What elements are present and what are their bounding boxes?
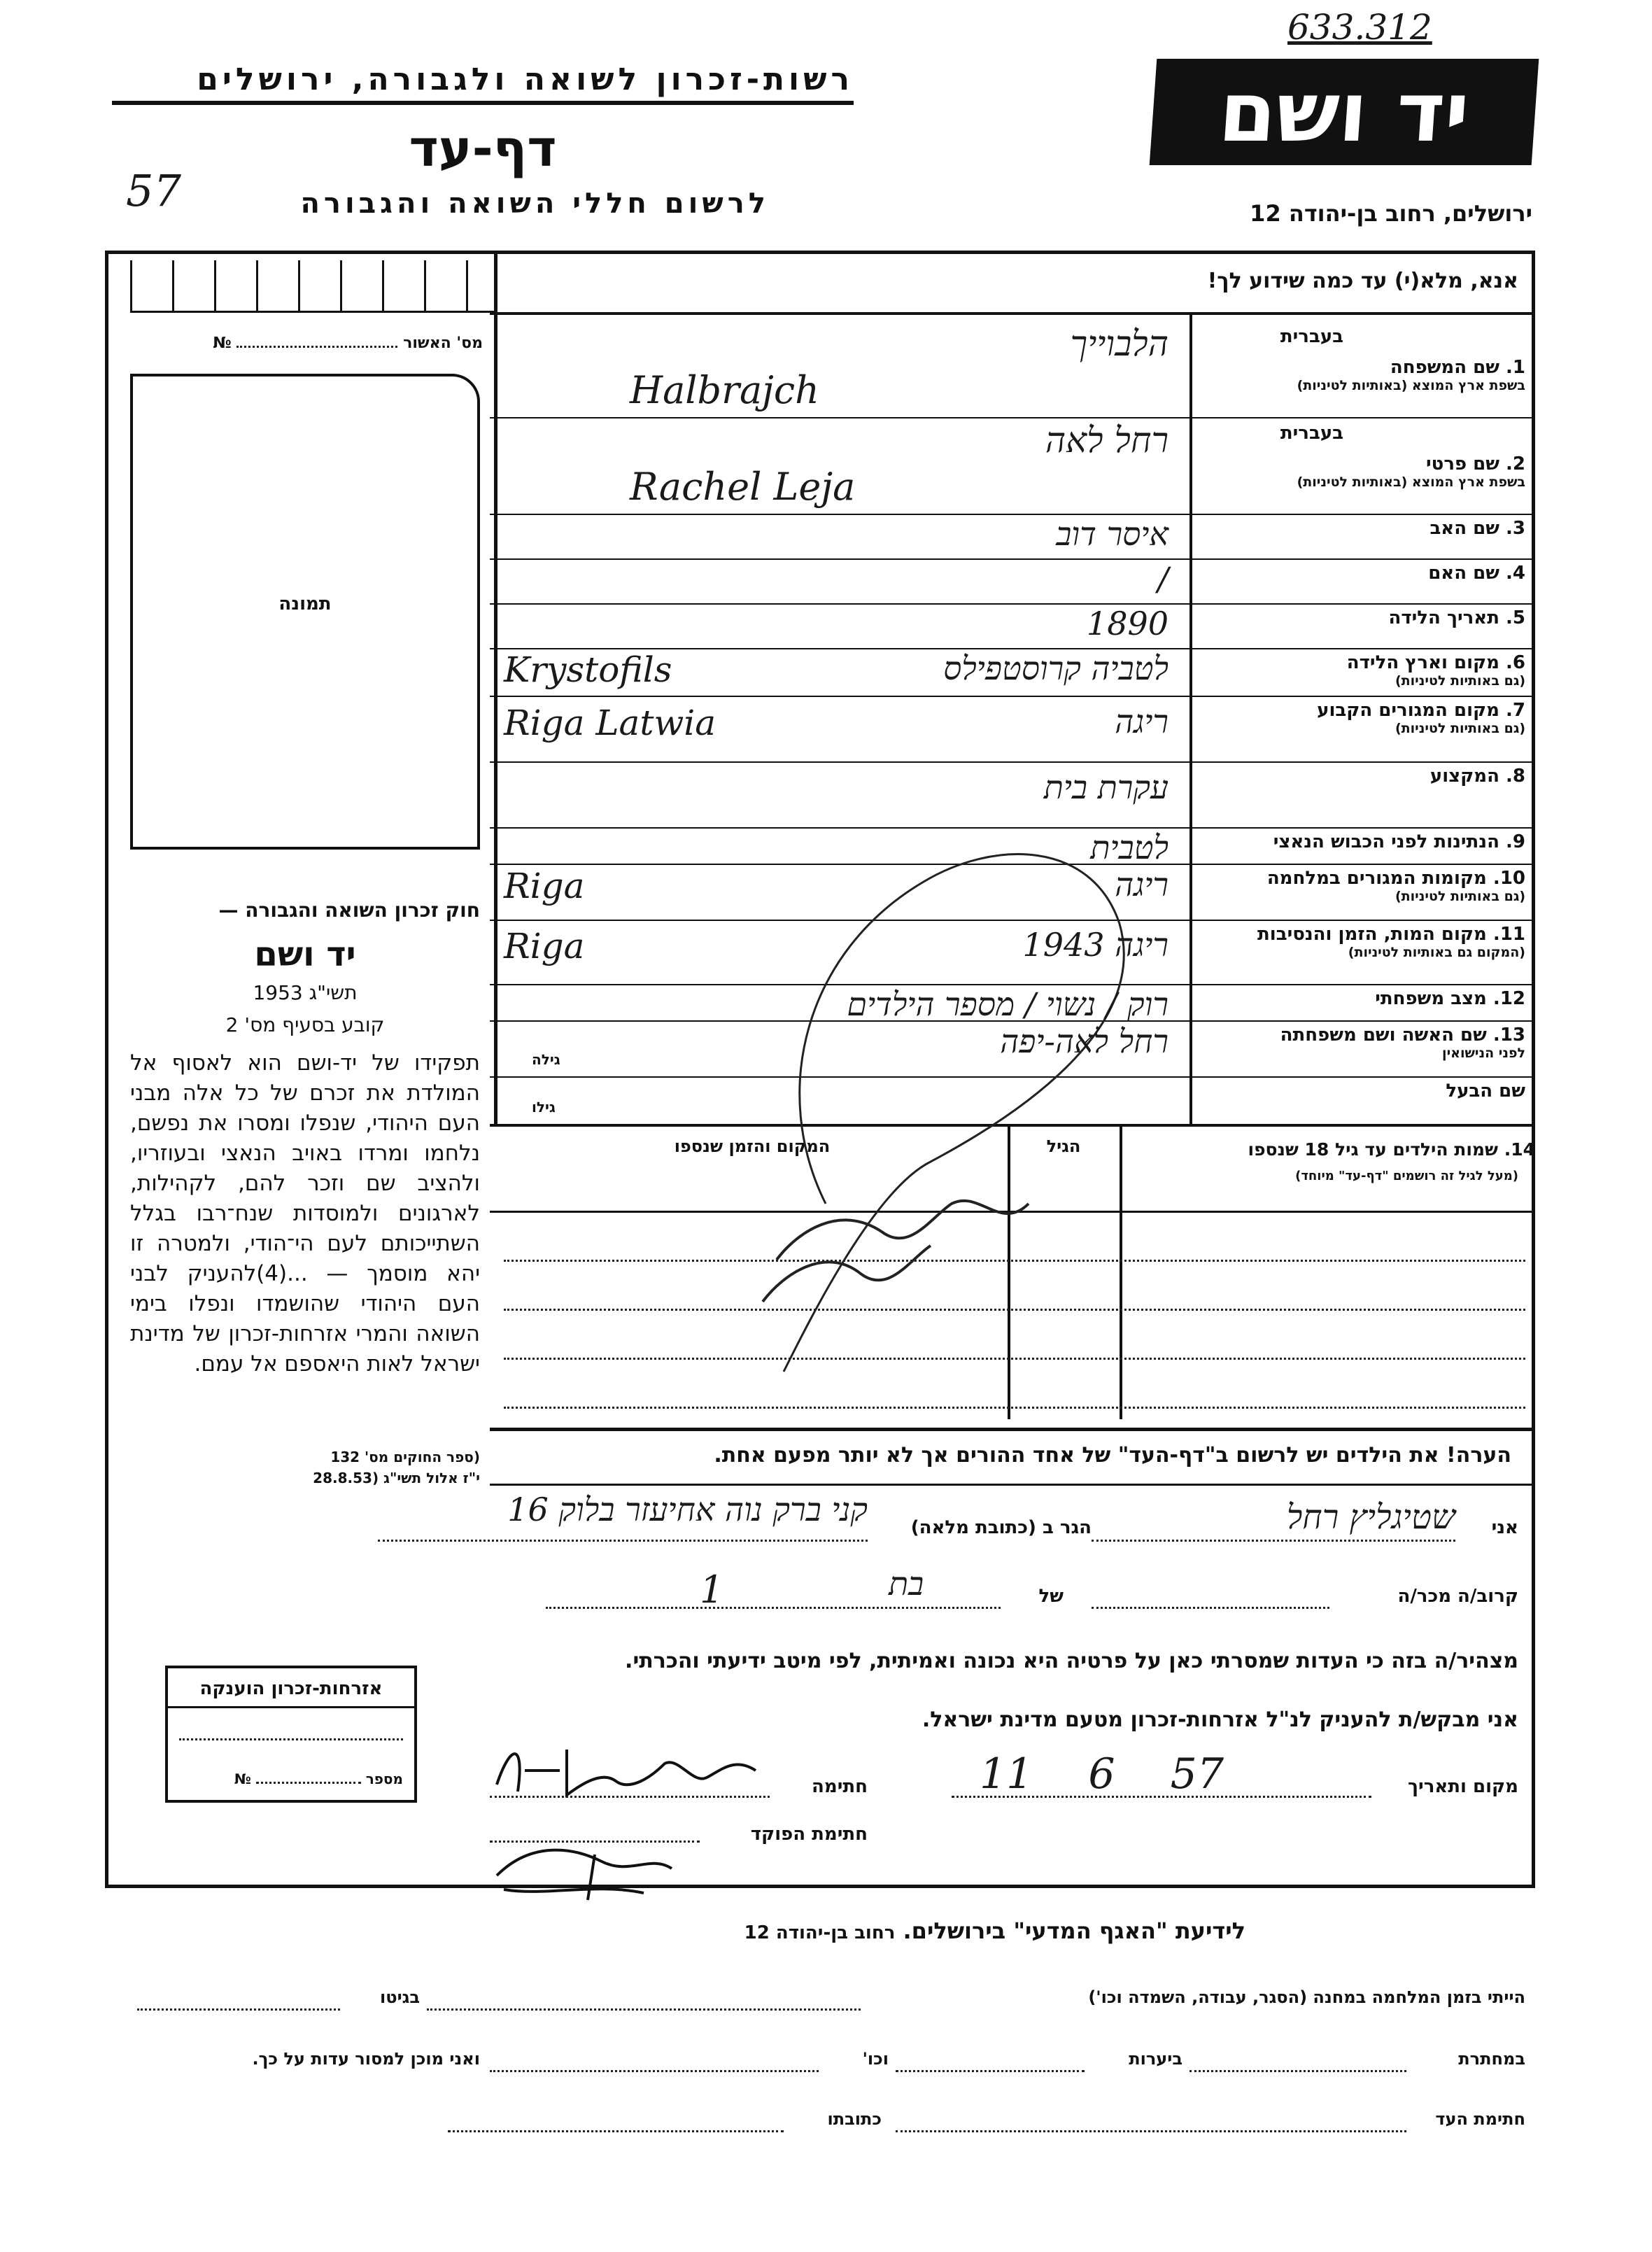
field-label — [1196, 868, 1525, 904]
field-label — [1196, 1081, 1525, 1102]
footer-line-2-mid2: וכו' — [862, 2049, 889, 2069]
relation-mark: 1 — [700, 1568, 724, 1612]
law-name: יד ושם — [254, 935, 356, 974]
date-line — [952, 1796, 1371, 1798]
honor-title: אזרחות-זכרון הוענקה — [168, 1668, 414, 1708]
footer-line-2-dots-a — [1189, 2070, 1406, 2072]
footer-line-2-start: במחתרת — [1458, 2049, 1525, 2069]
field-row — [490, 323, 1532, 417]
footer-line-2-dots-b — [896, 2070, 1085, 2072]
intro-text: אנא, מלא(י) עד כמה שידוע לך! — [1207, 269, 1518, 293]
field-num: 5. — [1506, 607, 1525, 628]
approval-ticks — [130, 260, 494, 313]
lives-label: הגר ב (כתובת מלאה) — [910, 1517, 1092, 1538]
field-label — [1196, 766, 1525, 787]
field-name: 1. שם המשפחה — [1390, 357, 1525, 378]
i-label: אני — [1491, 1517, 1518, 1538]
law-ref-2: י"ז אלול תשי"ג (28.8.53 — [313, 1470, 480, 1486]
field-label — [1196, 423, 1525, 490]
official-line — [490, 1841, 700, 1843]
footer-line-2-mid1: ביערות — [1129, 2049, 1182, 2069]
footer-to-label: לידיעת "האגף המדעי" בירושלים. — [903, 1917, 1245, 1944]
field-label — [1196, 988, 1525, 1009]
field-row — [490, 1078, 1532, 1124]
field-name: 10. מקומות המגורים במלחמה — [1266, 868, 1525, 889]
field-value: 1890 — [1086, 605, 1169, 642]
field-value: Riga — [504, 926, 585, 966]
footer-line-1-end: בגיטו — [380, 1987, 420, 2007]
authority-line: רשות-זכרון לשואה ולגבורה, ירושלים — [197, 62, 854, 97]
field-row — [490, 697, 1532, 761]
logo-text: יד ושם — [1215, 64, 1473, 160]
form-title: דף-עד — [409, 119, 557, 178]
field-value: הלבוייך — [1070, 323, 1169, 364]
field-num: 1. — [1506, 357, 1525, 378]
children-row-4 — [504, 1407, 1525, 1409]
law-ref-1: (ספר החוקים מס' 132 — [330, 1449, 480, 1465]
official-label: חתימת הפוקד — [750, 1824, 868, 1845]
honor-line — [179, 1738, 403, 1740]
children-num: 14. — [1504, 1139, 1535, 1160]
field-latin-note: (המקום גם באותיות לטיניות) — [1348, 945, 1525, 960]
place-date-label: מקום ותאריך — [1408, 1776, 1518, 1797]
official-signature — [490, 1834, 700, 1910]
footer-line-3-dots-b — [448, 2130, 784, 2132]
field-name: 9. הנתינות לפני הכבוש הנאצי — [1273, 831, 1525, 852]
field-name: 11. מקום המות, הזמן והנסיבות — [1257, 924, 1525, 945]
field-label — [1196, 1025, 1525, 1061]
field-value: רחל לאה — [1045, 420, 1169, 460]
field-label — [1196, 831, 1525, 852]
field-value: Halbrajch — [630, 368, 819, 412]
honor-box — [165, 1666, 417, 1803]
signature-line — [490, 1796, 770, 1798]
field-age-label: גילה — [532, 1051, 560, 1068]
request-text: אני מבקש/ת להעניק לנ"ל אזרחות-זכרון מטעם מדינת ישראל. — [922, 1708, 1518, 1732]
field-num: 10. — [1492, 868, 1525, 889]
margin-note: 57 — [126, 165, 181, 216]
field-name: 7. מקום המגורים הקבוע — [1317, 700, 1525, 721]
field-num: 7. — [1506, 700, 1525, 721]
field-row — [490, 420, 1532, 514]
field-row — [490, 1022, 1532, 1076]
children-age-col: הגיל — [1046, 1136, 1081, 1156]
field-row — [490, 865, 1532, 920]
approval-no: № — [213, 335, 232, 352]
footer-line-2-end: ואני מוכן למסור עדות על כך. — [252, 2049, 480, 2069]
declare-text: מצהיר/ה בזה כי העדות שמסרתי כאן על פרטיה היא נכונה ואמיתית, לפי מיטב ידיעתי והכרתי. — [625, 1649, 1518, 1673]
field-label — [1196, 607, 1525, 628]
field-row — [490, 829, 1532, 864]
field-value: Krystofils — [504, 649, 672, 690]
field-name: 2. שם פרטי — [1426, 453, 1525, 474]
footer-line-2-dots-c — [490, 2070, 819, 2072]
field-row — [490, 763, 1532, 827]
field-row — [490, 560, 1532, 603]
form-subtitle: לרשום חללי השואה והגבורה — [300, 188, 770, 220]
footer-line-3-dots-a — [896, 2130, 1406, 2132]
field-value: Riga — [504, 866, 585, 906]
field-name: 13. שם האשה ושם משפחתה — [1280, 1025, 1525, 1046]
field-value: רוק / נשוי / מספר הילדים — [847, 985, 1169, 1023]
field-value: לטביה קרוסטפילס — [943, 649, 1169, 687]
field-num: 12. — [1492, 988, 1525, 1009]
footer-line-1-dots-b — [137, 2008, 340, 2011]
field-label — [1196, 700, 1525, 736]
footer-line-3-end: כתובתו — [827, 2109, 882, 2129]
declarant-name-line — [1092, 1540, 1455, 1542]
field-row — [490, 515, 1532, 558]
field-name: שם הבעל — [1446, 1081, 1525, 1102]
photo-label: תמונה — [278, 593, 332, 614]
relation-line — [1092, 1607, 1329, 1609]
date-value: 11 6 57 — [980, 1750, 1224, 1799]
signature-label: חתימה — [812, 1776, 868, 1797]
field-label — [1196, 326, 1525, 393]
field-latin-note: (גם באותיות לטיניות) — [1395, 721, 1525, 736]
field-hebrew-tag: בעברית — [1280, 423, 1343, 444]
field-num: 8. — [1506, 766, 1525, 787]
field-num: 13. — [1492, 1025, 1525, 1046]
field-row — [490, 921, 1532, 984]
field-name: 6. מקום וארץ הלידה — [1346, 652, 1525, 673]
field-num: 11. — [1492, 924, 1525, 945]
field-name: 8. המקצוע — [1429, 766, 1525, 787]
field-latin-note: (גם באותיות לטיניות) — [1395, 889, 1525, 904]
field-value: Riga Latwia — [504, 703, 716, 743]
field-latin-note: (גם באותיות לטיניות) — [1395, 673, 1525, 689]
children-title-text: שמות הילדים עד גיל 18 שנספו — [1248, 1139, 1498, 1160]
field-row — [490, 649, 1532, 696]
of-label: של — [1038, 1586, 1064, 1607]
field-num: 6. — [1506, 652, 1525, 673]
field-hebrew-tag: בעברית — [1280, 326, 1343, 347]
field-value: Rachel Leja — [630, 465, 856, 509]
children-note: (מעל לגיל זה רושמים "דף-עד" מיוחד) — [1295, 1169, 1518, 1183]
footer-line-1-dots-a — [427, 2008, 861, 2011]
honor-number-dots — [256, 1782, 361, 1784]
honor-no: № — [234, 1771, 251, 1787]
field-latin-note: בשפת ארץ המוצא (באותיות לטיניות) — [1297, 474, 1525, 490]
field-num: 3. — [1506, 518, 1525, 539]
declarant-address: קני ברק נוה אחיעזר בלוק 16 — [507, 1491, 868, 1528]
law-section: קובע בסעיף מס' 2 — [225, 1013, 385, 1036]
field-row-rule — [490, 417, 1535, 418]
children-place-col: המקום והזמן שנספו — [674, 1136, 831, 1156]
of-line — [546, 1607, 1001, 1609]
field-num: 4. — [1506, 563, 1525, 584]
declarant-name: שטיגליץ רחל — [1286, 1498, 1455, 1537]
address: ירושלים, רחוב בן-יהודה 12 — [1250, 200, 1532, 227]
field-label — [1196, 924, 1525, 960]
field-age-label: גילו — [532, 1099, 556, 1116]
approval-number-row — [140, 335, 483, 352]
field-num: 9. — [1506, 831, 1525, 852]
intro-rule — [490, 312, 1535, 315]
field-label — [1196, 652, 1525, 689]
footer-to-address: רחוב בן-יהודה 12 — [744, 1922, 896, 1943]
law-title: חוק זכרון השואה והגבורה — — [218, 899, 480, 922]
field-value: / — [1157, 560, 1169, 598]
footer-line-3-start: חתימת העד — [1435, 2109, 1525, 2129]
yad-vashem-logo — [1150, 59, 1539, 165]
remark-text: הערה! את הילדים יש לרשום ב"דף-העד" של אחד ההורים אך לא יותר מפעם אחת. — [714, 1443, 1511, 1468]
field-row — [490, 985, 1532, 1023]
honor-number: מספר — [365, 1771, 403, 1787]
field-name: 12. מצב משפחתי — [1375, 988, 1525, 1009]
footer-to — [532, 1917, 1245, 1944]
relation-value: בת — [889, 1565, 924, 1603]
field-value: ריגה — [1115, 866, 1169, 903]
field-name: 5. תאריך הלידה — [1388, 607, 1525, 628]
field-value: רחל לאה-יפה — [1000, 1022, 1169, 1060]
relative-label: קרוב/ה מכר/ה — [1397, 1586, 1518, 1607]
field-value: ריגה — [1115, 703, 1169, 740]
field-value: עקרת בית — [1043, 768, 1169, 806]
approval-label: מס' האשור — [403, 335, 483, 352]
approval-dots — [236, 346, 397, 348]
honor-number-row — [179, 1771, 403, 1787]
declarant-address-line — [378, 1540, 868, 1542]
field-latin-note: לפני הנישואין — [1442, 1046, 1525, 1061]
field-value: איסר דוב — [1056, 515, 1169, 553]
field-num: 2. — [1506, 453, 1525, 474]
remark-rule — [490, 1428, 1535, 1431]
declarant-signature — [483, 1729, 777, 1813]
header-rule — [112, 101, 854, 105]
footer-line-1-start: הייתי בזמן המלחמה במחנה (הסגר, עבודה, השמדה וכו') — [1088, 1987, 1525, 2007]
law-text: תפקידו של יד-ושם הוא לאסוף אל המולדת את זכרם של כל אלה מבני העם היהודי, שנפלו ומסרו את נפשם, נלחמו ומרדו באויב הנאצי ובעוזריו, ולהציב שם וזכר להם, לקהילות, לארגונים ולמוסדות שנח־רבו בגלל השתייכותם לעם הי־הודי, ולמטרה זו יהא מוסמך — ...(4)להעניק לבני העם היהודי שהושמדו ונפלו בימי השואה והמרי אזרחות-זכרון של מדינת ישראל לאות היאספם אל עמם. — [130, 1050, 481, 1377]
field-label — [1196, 518, 1525, 539]
field-value: לטבית — [1090, 829, 1169, 866]
field-value: ריגה 1943 — [1022, 926, 1169, 964]
field-latin-note: בשפת ארץ המוצא (באותיות לטיניות) — [1297, 378, 1525, 393]
archive-number: 633.312 — [1287, 7, 1432, 48]
field-name: 3. שם האב — [1429, 518, 1525, 539]
remark-bottom-rule — [490, 1484, 1535, 1486]
field-name: 4. שם האם — [1428, 563, 1525, 584]
field-label — [1196, 563, 1525, 584]
law-year: תשי"ג 1953 — [253, 981, 358, 1004]
field-row — [490, 605, 1532, 648]
